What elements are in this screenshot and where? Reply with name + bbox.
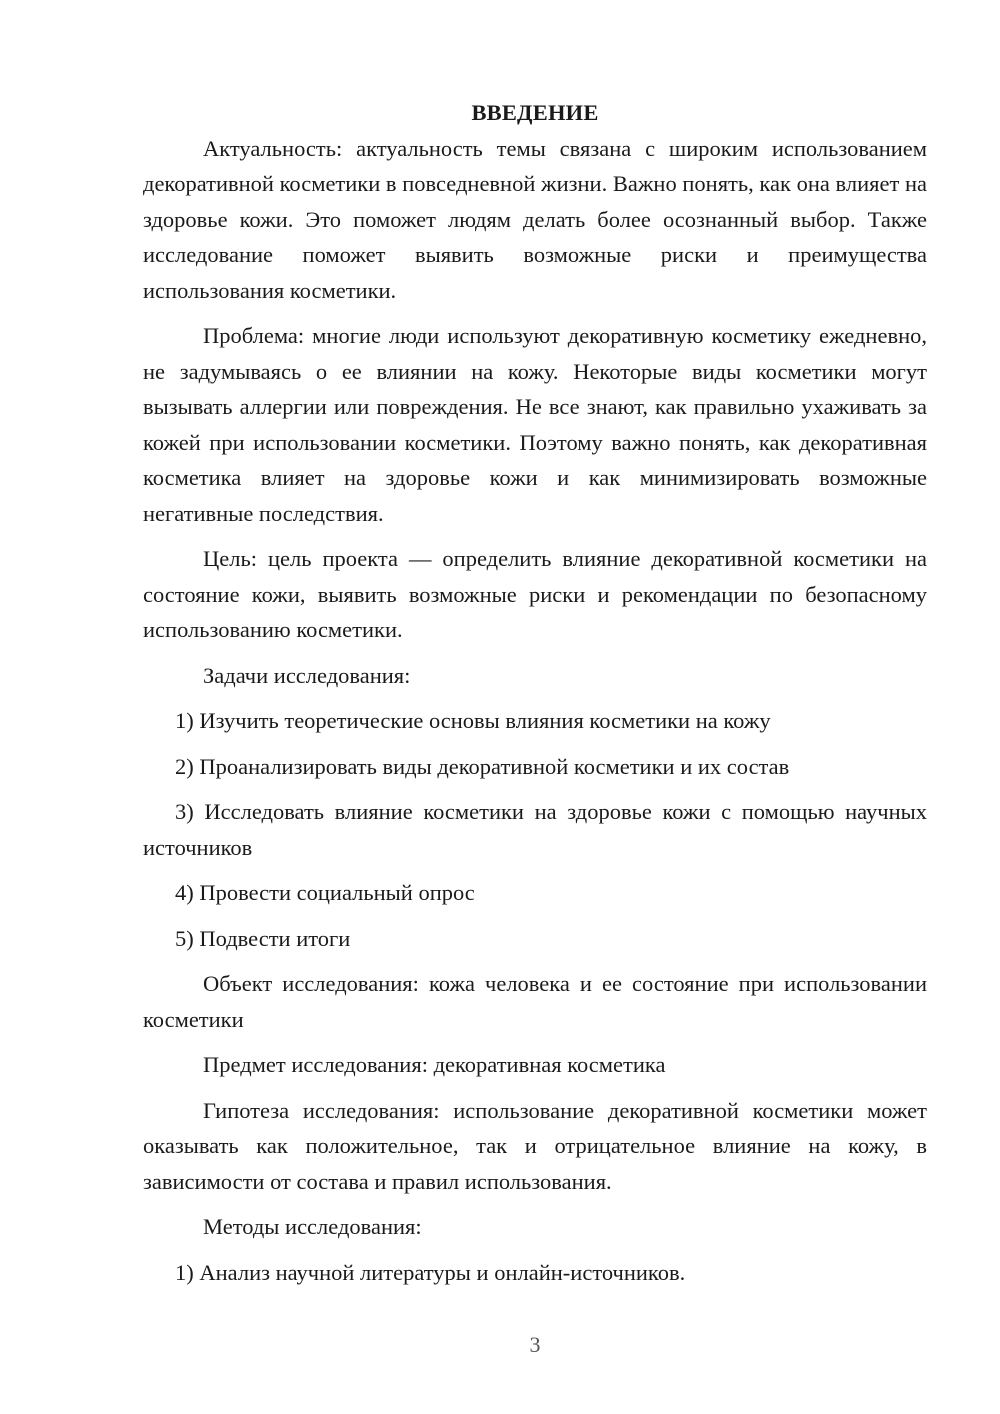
tasks-heading: Задачи исследования: xyxy=(203,662,411,688)
methods-heading: Методы исследования: xyxy=(203,1214,422,1239)
paragraph-problem: Проблема: многие люди используют декоративную косметику ежедневно, не задумываясь о ее влиянии на кожу. Некоторые виды косметики могут вызывать аллергии или повреждения. Не все знают, как правильно ухаживать за кожей при использовании косметики. Поэтому важно понять, как декоративная косметика влияет на здоровье кожи и как минимизировать возможные негативные последствия. xyxy=(143,323,927,526)
paragraph-relevance: Актуальность: актуальность темы связана с широким использованием декоративной косметики в повседневной жизни. Важно понять, как она влияет на здоровье кожи. Это поможет людям делать более осознанный выбор. Также исследование поможет выявить возможные риски и преимущества использования косметики. xyxy=(143,135,927,303)
task-item-4: 4) Провести социальный опрос xyxy=(175,880,475,905)
document-body xyxy=(143,95,927,1300)
paragraph-hypothesis: Гипотеза исследования: использование декоративной косметики может оказывать как положительное, так и отрицательное влияние на кожу, в зависимости от состава и правил использования. xyxy=(143,1097,927,1194)
paragraph-subject: Предмет исследования: декоративная косметика xyxy=(203,1052,666,1077)
section-title: ВВЕДЕНИЕ xyxy=(471,100,599,125)
task-item-5: 5) Подвести итоги xyxy=(175,925,351,951)
paragraph-goal: Цель: цель проекта — определить влияние декоративной косметики на состояние кожи, выявить возможные риски и рекомендации по безопасному использованию косметики. xyxy=(143,546,927,642)
task-item-3: 3) Исследовать влияние косметики на здоровье кожи с помощью научных источников xyxy=(143,799,927,860)
task-item-2: 2) Проанализировать виды декоративной косметики и их состав xyxy=(175,753,790,779)
task-item-1: 1) Изучить теоретические основы влияния косметики на кожу xyxy=(175,708,771,733)
method-item-1: 1) Анализ научной литературы и онлайн-источников. xyxy=(175,1259,686,1285)
paragraph-object: Объект исследования: кожа человека и ее состояние при использовании косметики xyxy=(143,971,927,1032)
page-number: 3 xyxy=(529,1332,541,1357)
